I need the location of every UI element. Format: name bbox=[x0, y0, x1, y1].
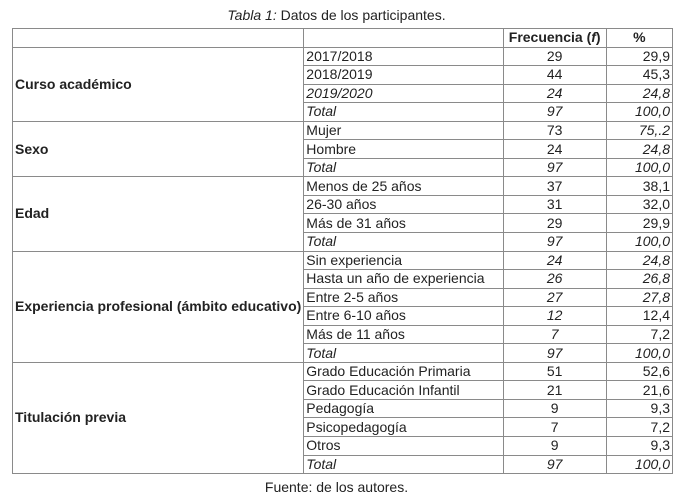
row-label: Sin experiencia bbox=[304, 251, 503, 270]
row-label: Entre 6-10 años bbox=[304, 307, 503, 326]
group-label: Edad bbox=[13, 177, 304, 251]
row-label: Mujer bbox=[304, 121, 503, 140]
header-empty-1 bbox=[13, 29, 304, 48]
percent-cell: 100,0 bbox=[606, 344, 672, 363]
percent-cell: 24,8 bbox=[606, 140, 672, 159]
percent-cell: 24,8 bbox=[606, 84, 672, 103]
caption-prefix: Tabla 1: bbox=[227, 7, 277, 23]
row-label: Más de 31 años bbox=[304, 214, 503, 233]
percent-cell: 38,1 bbox=[606, 177, 672, 196]
row-label: 2019/2020 bbox=[304, 84, 503, 103]
row-label: Total bbox=[304, 233, 503, 252]
row-label: Más de 11 años bbox=[304, 325, 503, 344]
group-label: Sexo bbox=[13, 121, 304, 177]
frequency-cell: 7 bbox=[503, 325, 606, 344]
header-percent: % bbox=[606, 29, 672, 48]
row-label: 26-30 años bbox=[304, 195, 503, 214]
percent-cell: 29,9 bbox=[606, 214, 672, 233]
frequency-cell: 9 bbox=[503, 399, 606, 418]
table-body bbox=[13, 47, 673, 474]
table-footer: Fuente: de los autores. bbox=[264, 479, 409, 495]
row-label: Total bbox=[304, 344, 503, 363]
percent-cell: 45,3 bbox=[606, 66, 672, 85]
table-row bbox=[13, 362, 673, 381]
percent-cell: 52,6 bbox=[606, 362, 672, 381]
percent-cell: 100,0 bbox=[606, 158, 672, 177]
frequency-cell: 73 bbox=[503, 121, 606, 140]
percent-cell: 100,0 bbox=[606, 103, 672, 122]
frequency-cell: 26 bbox=[503, 270, 606, 289]
header-row bbox=[13, 29, 673, 48]
percent-cell: 100,0 bbox=[606, 233, 672, 252]
row-label: Total bbox=[304, 158, 503, 177]
row-label: Entre 2-5 años bbox=[304, 288, 503, 307]
percent-cell: 75,.2 bbox=[606, 121, 672, 140]
percent-cell: 7,2 bbox=[606, 418, 672, 437]
group-label: Experiencia profesional (ámbito educativo) bbox=[13, 251, 304, 362]
percent-cell: 27,8 bbox=[606, 288, 672, 307]
row-label: 2018/2019 bbox=[304, 66, 503, 85]
frequency-cell: 97 bbox=[503, 455, 606, 474]
frequency-cell: 97 bbox=[503, 233, 606, 252]
frequency-cell: 29 bbox=[503, 214, 606, 233]
participants-table bbox=[12, 28, 673, 474]
frequency-cell: 97 bbox=[503, 158, 606, 177]
percent-cell: 32,0 bbox=[606, 195, 672, 214]
frequency-cell: 31 bbox=[503, 195, 606, 214]
frequency-cell: 51 bbox=[503, 362, 606, 381]
percent-cell: 26,8 bbox=[606, 270, 672, 289]
percent-cell: 100,0 bbox=[606, 455, 672, 474]
percent-cell: 21,6 bbox=[606, 381, 672, 400]
row-label: Total bbox=[304, 103, 503, 122]
row-label: Psicopedagogía bbox=[304, 418, 503, 437]
row-label: Hombre bbox=[304, 140, 503, 159]
row-label: Menos de 25 años bbox=[304, 177, 503, 196]
row-label: Total bbox=[304, 455, 503, 474]
table-row bbox=[13, 251, 673, 270]
header-empty-2 bbox=[304, 29, 503, 48]
frequency-cell: 7 bbox=[503, 418, 606, 437]
percent-cell: 29,9 bbox=[606, 47, 672, 66]
frequency-cell: 12 bbox=[503, 307, 606, 326]
frequency-cell: 97 bbox=[503, 103, 606, 122]
row-label: Pedagogía bbox=[304, 399, 503, 418]
header-frecuencia: Frecuencia (f) bbox=[503, 29, 606, 48]
row-label: Grado Educación Primaria bbox=[304, 362, 503, 381]
percent-cell: 9,3 bbox=[606, 437, 672, 456]
caption-text: Datos de los participantes. bbox=[276, 7, 446, 23]
frequency-cell: 27 bbox=[503, 288, 606, 307]
row-label: Hasta un año de experiencia bbox=[304, 270, 503, 289]
table-row bbox=[13, 47, 673, 66]
percent-cell: 7,2 bbox=[606, 325, 672, 344]
table-caption bbox=[0, 7, 673, 24]
group-label: Titulación previa bbox=[13, 362, 304, 473]
frequency-cell: 24 bbox=[503, 84, 606, 103]
frequency-cell: 37 bbox=[503, 177, 606, 196]
frequency-cell: 21 bbox=[503, 381, 606, 400]
percent-cell: 12,4 bbox=[606, 307, 672, 326]
table-row bbox=[13, 177, 673, 196]
percent-cell: 9,3 bbox=[606, 399, 672, 418]
frequency-cell: 29 bbox=[503, 47, 606, 66]
row-label: Grado Educación Infantil bbox=[304, 381, 503, 400]
frequency-cell: 97 bbox=[503, 344, 606, 363]
row-label: Otros bbox=[304, 437, 503, 456]
frequency-cell: 24 bbox=[503, 140, 606, 159]
group-label: Curso académico bbox=[13, 47, 304, 121]
table-row bbox=[13, 121, 673, 140]
frequency-cell: 9 bbox=[503, 437, 606, 456]
row-label: 2017/2018 bbox=[304, 47, 503, 66]
frequency-cell: 44 bbox=[503, 66, 606, 85]
percent-cell: 24,8 bbox=[606, 251, 672, 270]
frequency-cell: 24 bbox=[503, 251, 606, 270]
